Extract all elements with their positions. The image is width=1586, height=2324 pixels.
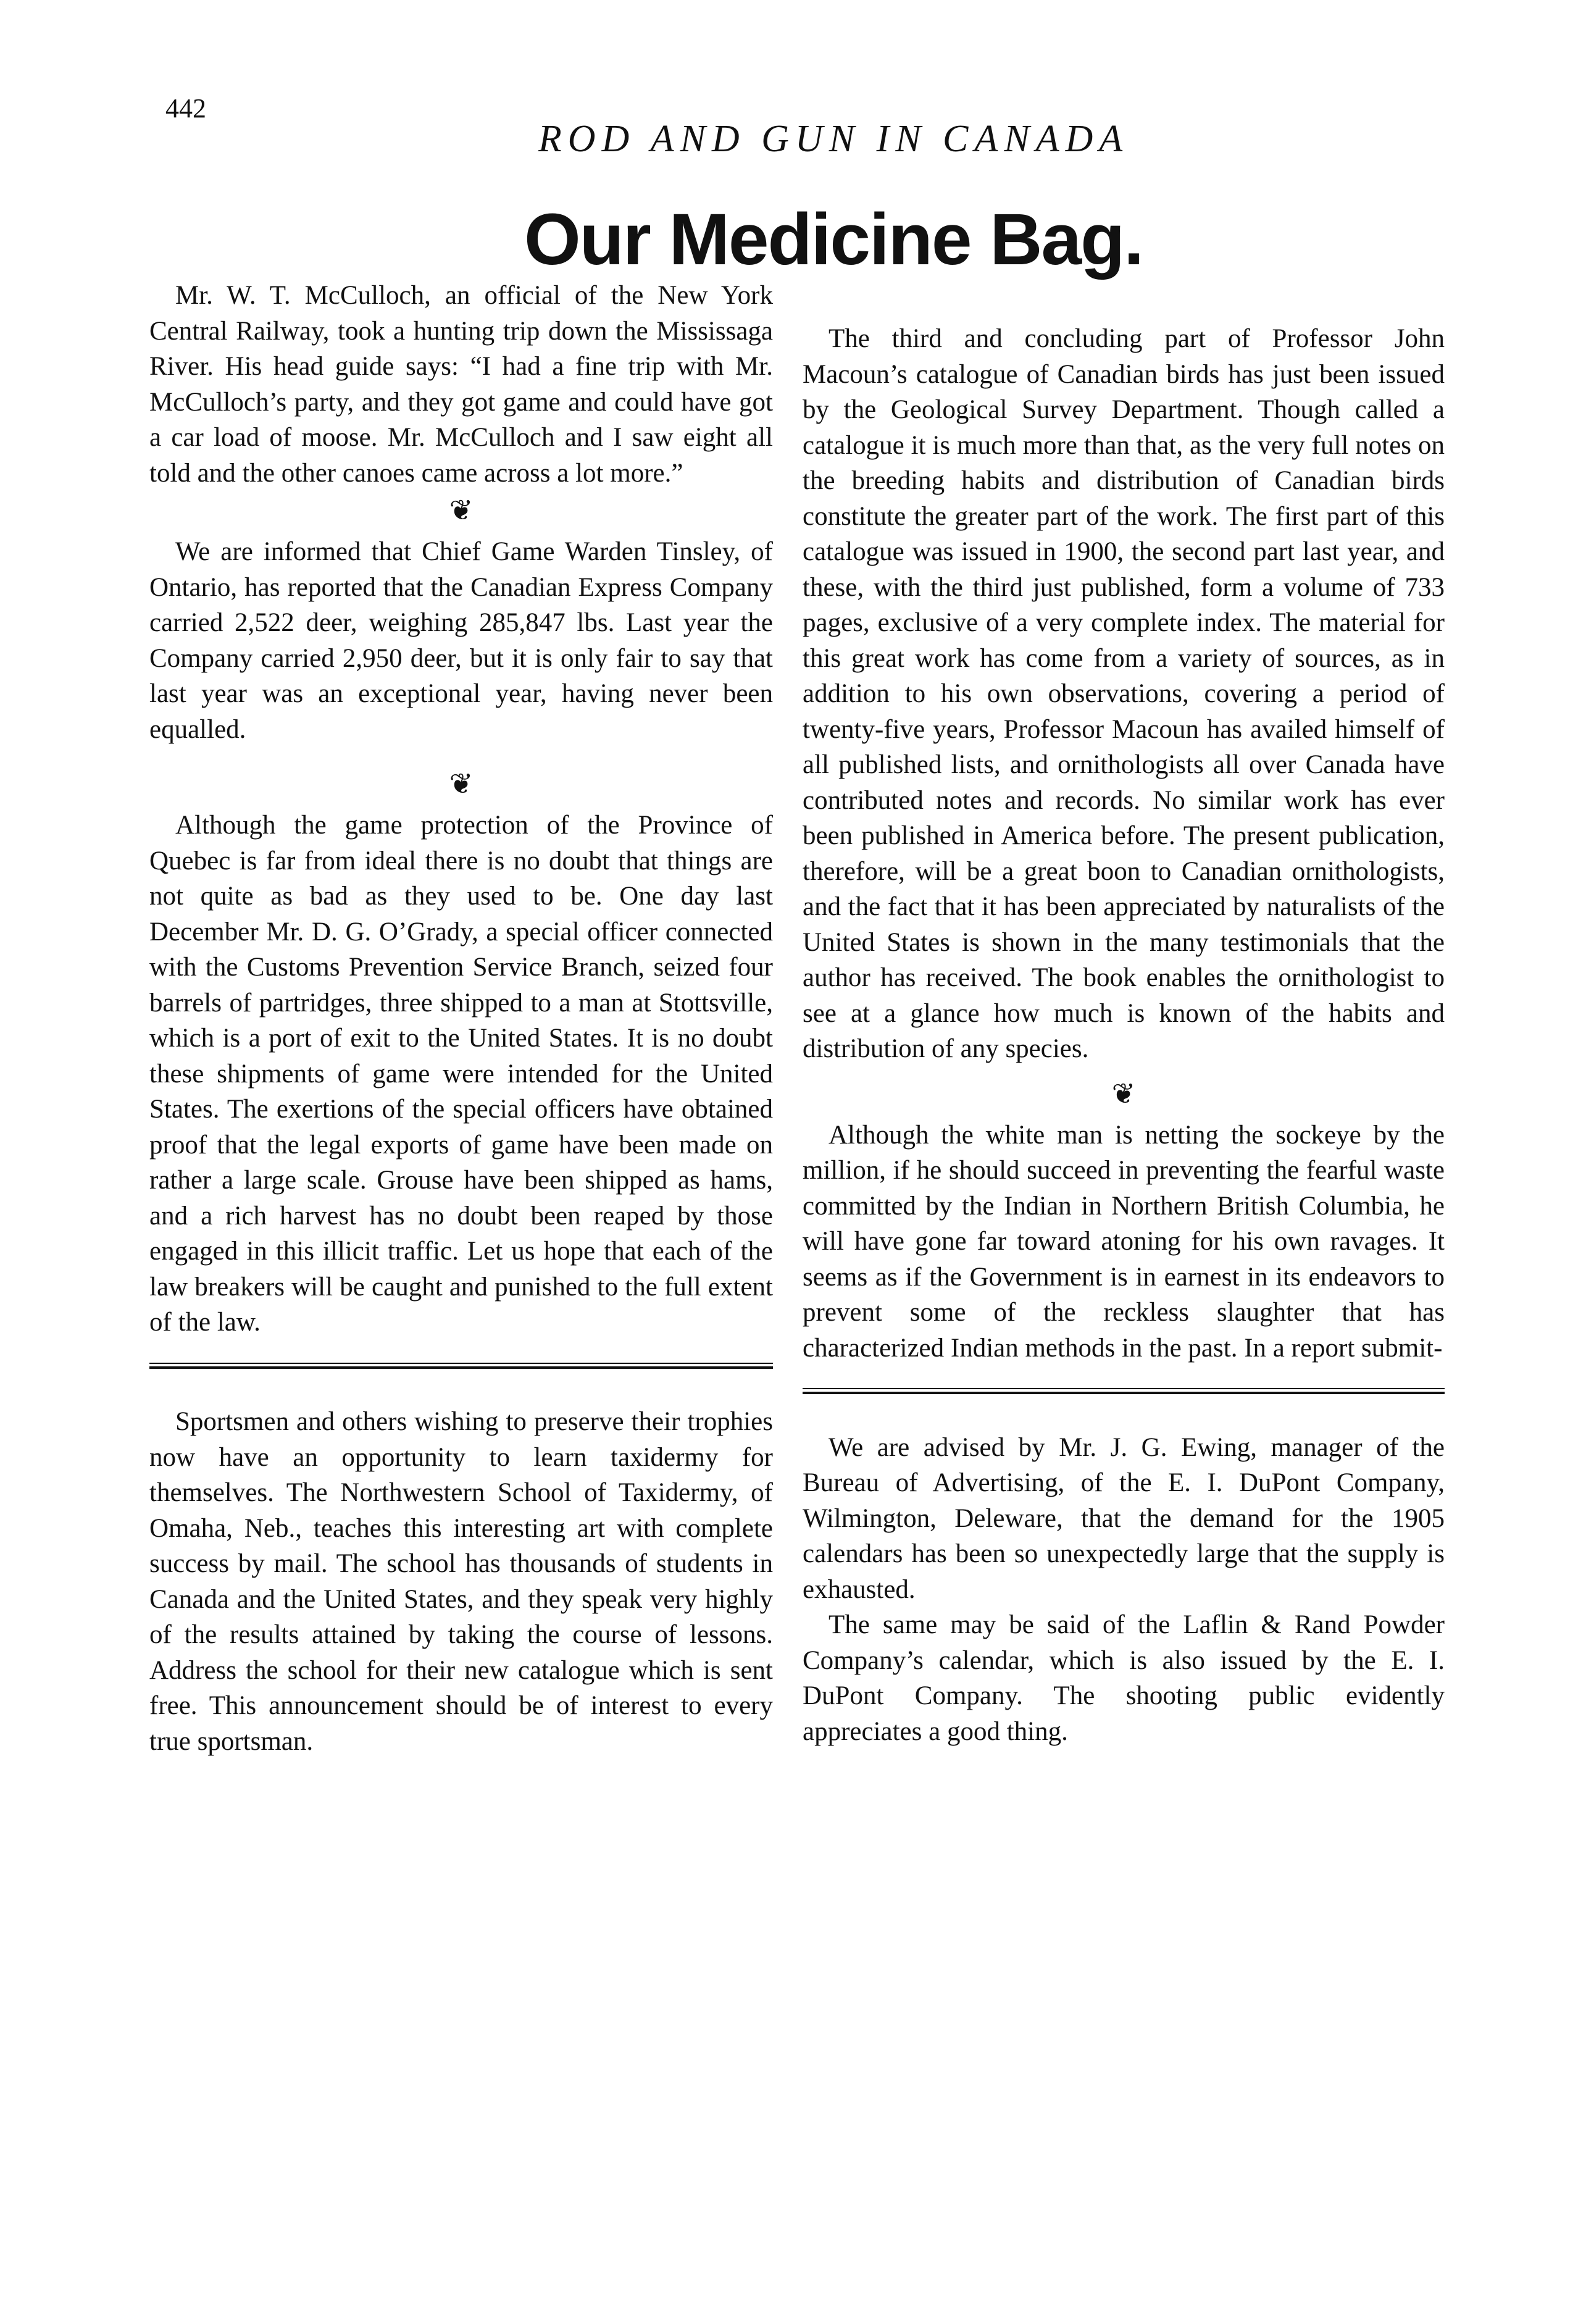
left-column <box>149 278 773 1759</box>
article-title: Our Medicine Bag. <box>524 199 1143 280</box>
paragraph-macoun-catalogue: The third and concluding part of Professor John Macoun’s catalogue of Canadian birds has just been issued by the Geological Survey Department. Though called a catalogue it is much more than that, as the very full notes on the breeding habits and distribution of Canadian birds constitute the greater part of the work. The first part of this catalogue was issued in 1900, the second part last year, and these, with the third just published, form a volume of 733 pages, exclusive of a very complete index. The material for this great work has come from a variety of sources, as in addition to his own observations, covering a period of twenty-five years, Professor Macoun has availed himself of all published lists, and ornithologists all over Canada have contributed notes and records. No similar work has ever been published in America before. The present publication, therefore, will be a great boon to Canadian ornithologists, and the fact that it has been appreciated by naturalists of the United States is shown in the many testimonials that the author has received. The book enables the ornithologist to see at a glance how much is known of the habits and distribution of any species. <box>803 324 1445 1063</box>
section-divider <box>803 1387 1445 1395</box>
page-number: 442 <box>165 93 206 123</box>
paragraph-laflin-rand: The same may be said of the Laflin & Rand Powder Company’s calendar, which is also issued by the E. I. DuPont Company. The shooting public evidently appreciates a good thing. <box>803 1610 1445 1746</box>
section-divider <box>149 1361 773 1370</box>
paragraph-taxidermy-school: Sportsmen and others wishing to preserve their trophies now have an opportunity to learn taxidermy for themselves. The Northwestern School of Taxidermy, of Omaha, Neb., teaches this interesting art with complete success by mail. The school has thousands of students in Canada and the United States, and they speak very highly of the results attained by taking the course of lessons. Address the school for their new catalogue which is sent free. This announcement should be of interest to every true sportsman. <box>149 1407 773 1756</box>
paragraph-express-deer: We are informed that Chief Game Warden Tinsley, of Ontario, has reported that the Canadian Express Company carried 2,522 deer, weighing 285,847 lbs. Last year the Company carried 2,950 deer, but it is only fair to say that last year was an exceptional year, having never been equalled. <box>149 537 773 744</box>
running-head: ROD AND GUN IN CANADA <box>538 118 1129 160</box>
ornament-icon: ❦ <box>449 495 474 526</box>
paragraph-dupont-calendar: We are advised by Mr. J. G. Ewing, manager of the Bureau of Advertising, of the E. I. DuPont Company, Wilmington, Deleware, that the demand for the 1905 calendars has been so unexpectedly large that the supply is exhausted. <box>803 1432 1445 1604</box>
ornament-icon: ❦ <box>1111 1077 1136 1110</box>
ornament-icon: ❦ <box>449 768 474 800</box>
paragraph-mcculloch-hunt: Mr. W. T. McCulloch, an official of the New York Central Railway, took a hunting trip down the Mississaga River. His head guide says: “I had a fine trip with Mr. McCulloch’s party, and they got game and could have got a car load of moose. Mr. McCulloch and I saw eight all told and the other canoes came across a lot more.” <box>149 281 773 488</box>
paragraph-sockeye: Although the white man is netting the sockeye by the million, if he should succeed in preventing the fearful waste committed by the Indian in Northern British Columbia, he will have gone far toward atoning for his own ravages. It seems as if the Government is in earnest in its endeavors to prevent some of the reckless slaughter that has characterized Indian methods in the past. In a report submit- <box>803 1120 1445 1363</box>
right-column <box>803 321 1445 1749</box>
paragraph-quebec-game: Although the game protection of the Province of Quebec is far from ideal there is no doubt that things are not quite as bad as they used to be. One day last December Mr. D. G. O’Grady, a special officer connected with the Customs Prevention Service Branch, seized four barrels of partridges, three shipped to a man at Stottsville, which is a port of exit to the United States. It is no doubt these shipments of game were intended for the United States. The exertions of the special officers have obtained proof that the legal exports of game have been made on rather a large scale. Grouse have been shipped as hams, and a rich harvest has no doubt been reaped by those engaged in this illicit traffic. Let us hope that each of the law breakers will be caught and punished to the full extent of the law. <box>149 811 773 1337</box>
